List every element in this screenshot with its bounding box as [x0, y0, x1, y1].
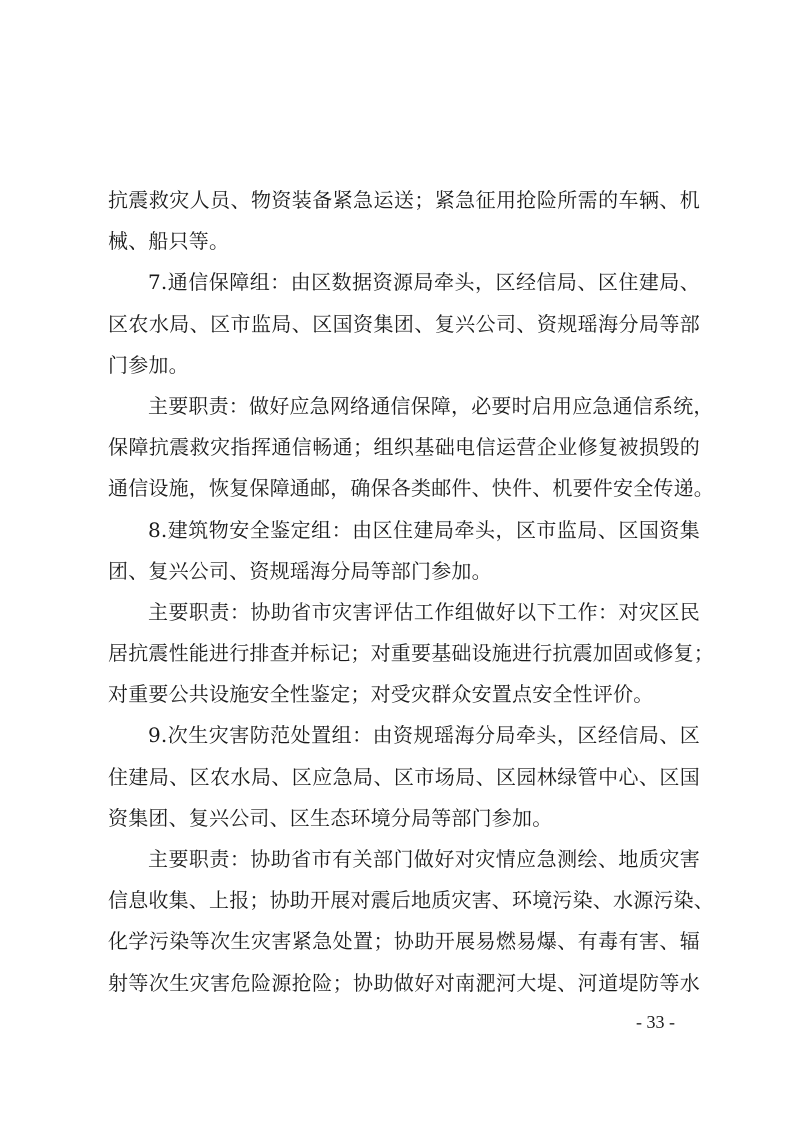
text-line: 住建局、区农水局、区应急局、区市场局、区园林绿管中心、区国 [108, 764, 700, 789]
text-line: 抗震救灾人员、物资装备紧急运送；紧急征用抢险所需的车辆、机 [108, 188, 700, 212]
text-line: 械、船只等。 [108, 229, 230, 254]
text-line: 保障抗震救灾指挥通信畅通；组织基础电信运营企业修复被损毁的 [108, 435, 700, 460]
text-line: 通信设施，恢复保障通邮，确保各类邮件、快件、机要件安全传递。 [108, 476, 714, 501]
text-line: 门参加。 [108, 352, 189, 377]
page-number: - 33 - [636, 1012, 675, 1032]
text-line: 区农水局、区市监局、区国资集团、复兴公司、资规瑶海分局等部 [108, 311, 700, 336]
text-line: 9.次生灾害防范处置组：由资规瑶海分局牵头，区经信局、区 [148, 723, 700, 748]
text-line: 团、复兴公司、资规瑶海分局等部门参加。 [108, 558, 492, 583]
text-line: 信息收集、上报；协助开展对震后地质灾害、环境污染、水源污染、 [108, 888, 714, 913]
text-line: 资集团、复兴公司、区生态环境分局等部门参加。 [108, 805, 553, 830]
text-line: 化学污染等次生灾害紧急处置；协助开展易燃易爆、有毒有害、辐 [108, 929, 700, 954]
text-line: 居抗震性能进行排查并标记；对重要基础设施进行抗震加固或修复； [108, 641, 714, 666]
text-line: 8.建筑物安全鉴定组：由区住建局牵头，区市监局、区国资集 [148, 517, 700, 542]
text-line: 7.通信保障组：由区数据资源局牵头，区经信局、区住建局、 [148, 270, 700, 295]
text-line: 主要职责：协助省市有关部门做好对灾情应急测绘、地质灾害 [148, 847, 700, 871]
text-line: 对重要公共设施安全性鉴定；对受灾群众安置点安全性评价。 [108, 682, 654, 707]
text-line: 主要职责：做好应急网络通信保障，必要时启用应急通信系统， [148, 393, 714, 418]
document-body [108, 180, 714, 1004]
text-line: 主要职责：协助省市灾害评估工作组做好以下工作：对灾区民 [148, 599, 700, 624]
text-line: 射等次生灾害危险源抢险；协助做好对南淝河大堤、河道堤防等水 [108, 970, 700, 995]
